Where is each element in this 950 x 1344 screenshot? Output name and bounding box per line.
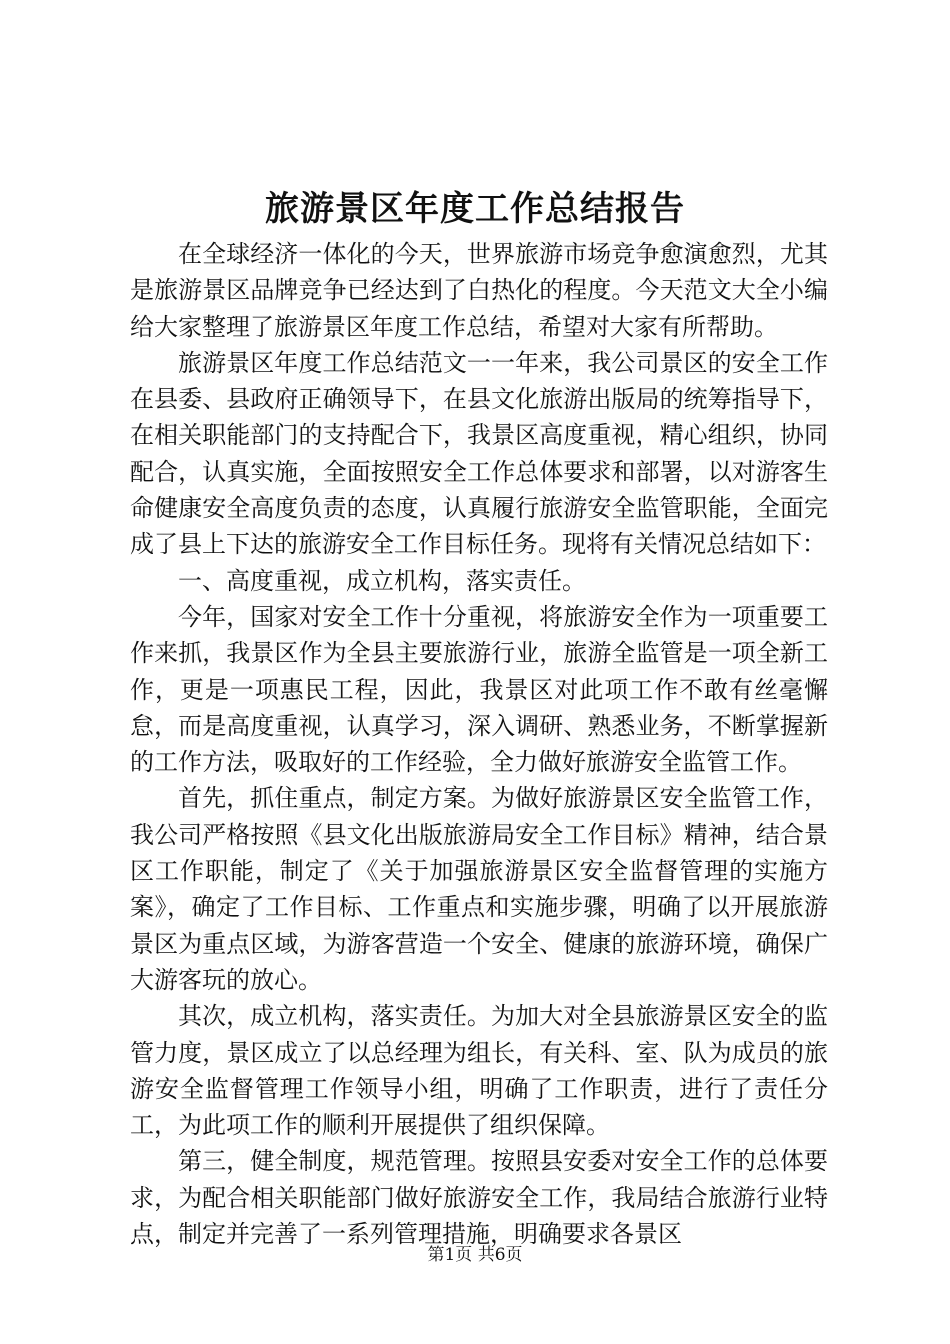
- document-title: 旅游景区年度工作总结报告: [265, 189, 685, 229]
- section-heading-1: 一、高度重视，成立机构，落实责任。: [178, 566, 586, 595]
- page-number: 第1页 共6页: [427, 1245, 523, 1265]
- paragraph-third: 第三，健全制度，规范管理。按照县安委对安全工作的总体要求，为配合相关职能部门做好旅游安全工作，我局结合旅游行业特点，制定并完善了一系列管理措施，明确要求各景区: [130, 1147, 828, 1249]
- paragraph-importance: 今年，国家对安全工作十分重视，将旅游安全作为一项重要工作来抓，我景区作为全县主要旅游行业，旅游全监管是一项全新工作，更是一项惠民工程，因此，我景区对此项工作不敢有丝毫懈怠，而是高度重视，认真学习，深入调研、熟悉业务，不断掌握新的工作方法，吸取好的工作经验，全力做好旅游安全监管工作。: [130, 602, 828, 777]
- paragraph-first: 首先，抓住重点，制定方案。为做好旅游景区安全监管工作，我公司严格按照《县文化出版旅游局安全工作目标》精神，结合景区工作职能，制定了《关于加强旅游景区安全监督管理的实施方案》，确定了工作目标、工作重点和实施步骤，明确了以开展旅游景区为重点区域，为游客营造一个安全、健康的旅游环境，确保广大游客玩的放心。: [130, 784, 828, 994]
- document-body: [130, 236, 828, 1252]
- paragraph-intro: 在全球经济一体化的今天，世界旅游市场竞争愈演愈烈，尤其是旅游景区品牌竞争已经达到了白热化的程度。今天范文大全小编给大家整理了旅游景区年度工作总结，希望对大家有所帮助。: [130, 240, 828, 341]
- paragraph-overview: 旅游景区年度工作总结范文一一年来，我公司景区的安全工作在县委、县政府正确领导下，在县文化旅游出版局的统筹指导下，在相关职能部门的支持配合下，我景区高度重视，精心组织，协同配合，认真实施，全面按照安全工作总体要求和部署，以对游客生命健康安全高度负责的态度，认真履行旅游安全监管职能，全面完成了县上下达的旅游安全工作目标任务。现将有关情况总结如下：: [130, 348, 828, 559]
- paragraph-second: 其次，成立机构，落实责任。为加大对全县旅游景区安全的监管力度，景区成立了以总经理为组长，有关科、室、队为成员的旅游安全监督管理工作领导小组，明确了工作职责，进行了责任分工，为此项工作的顺利开展提供了组织保障。: [130, 1002, 828, 1140]
